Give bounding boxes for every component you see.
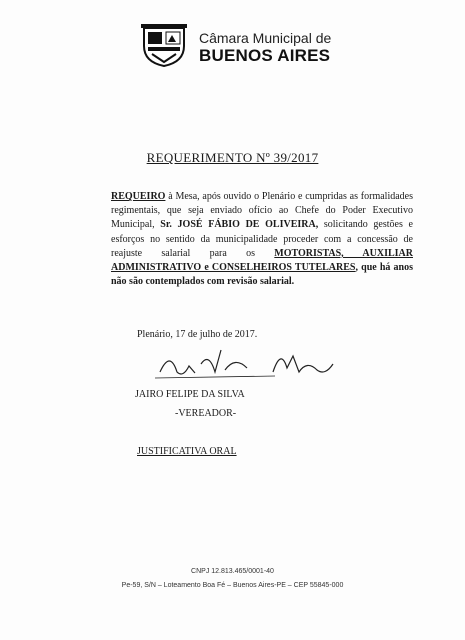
signer-role: -VEREADOR- xyxy=(175,408,237,419)
handwritten-signature xyxy=(155,342,340,382)
municipal-seal-icon xyxy=(140,22,188,68)
document-title: REQUERIMENTO Nº 39/2017 xyxy=(146,150,319,165)
request-text-part2: solicitando gestões e esforços no sentido da municipalidade proceder com a concessão de reajuste salarial para os xyxy=(111,219,413,259)
request-lead: REQUEIRO xyxy=(111,191,166,202)
justification-label: JUSTIFICATIVA ORAL xyxy=(137,446,237,457)
org-name-line2: BUENOS AIRES xyxy=(199,46,331,65)
signer-name: JAIRO FELIPE DA SILVA xyxy=(135,389,245,400)
footer-cnpj: CNPJ 12.813.465/0001-40 xyxy=(191,568,274,575)
request-text-part1: à Mesa, após ouvido o Plenário e cumpridas as formalidades regimentais, que seja enviado ofício ao Chefe do Poder Executivo Municipal, xyxy=(111,191,413,231)
request-text-part3: , que há anos não são contemplados com revisão salarial. xyxy=(111,262,413,288)
org-name-line1: Câmara Municipal de xyxy=(199,30,332,46)
request-beneficiaries: MOTORISTAS, AUXILIAR ADMINISTRATIVO e CONSELHEIROS TUTELARES xyxy=(111,247,413,274)
request-body xyxy=(111,190,413,289)
place-date: Plenário, 17 de julho de 2017. xyxy=(137,329,258,340)
footer-address: Pe-59, S/N – Loteamento Boa Fé – Buenos Aires-PE – CEP 55845-000 xyxy=(121,582,344,589)
request-addressee: Sr. JOSÉ FÁBIO DE OLIVEIRA, xyxy=(160,219,319,231)
